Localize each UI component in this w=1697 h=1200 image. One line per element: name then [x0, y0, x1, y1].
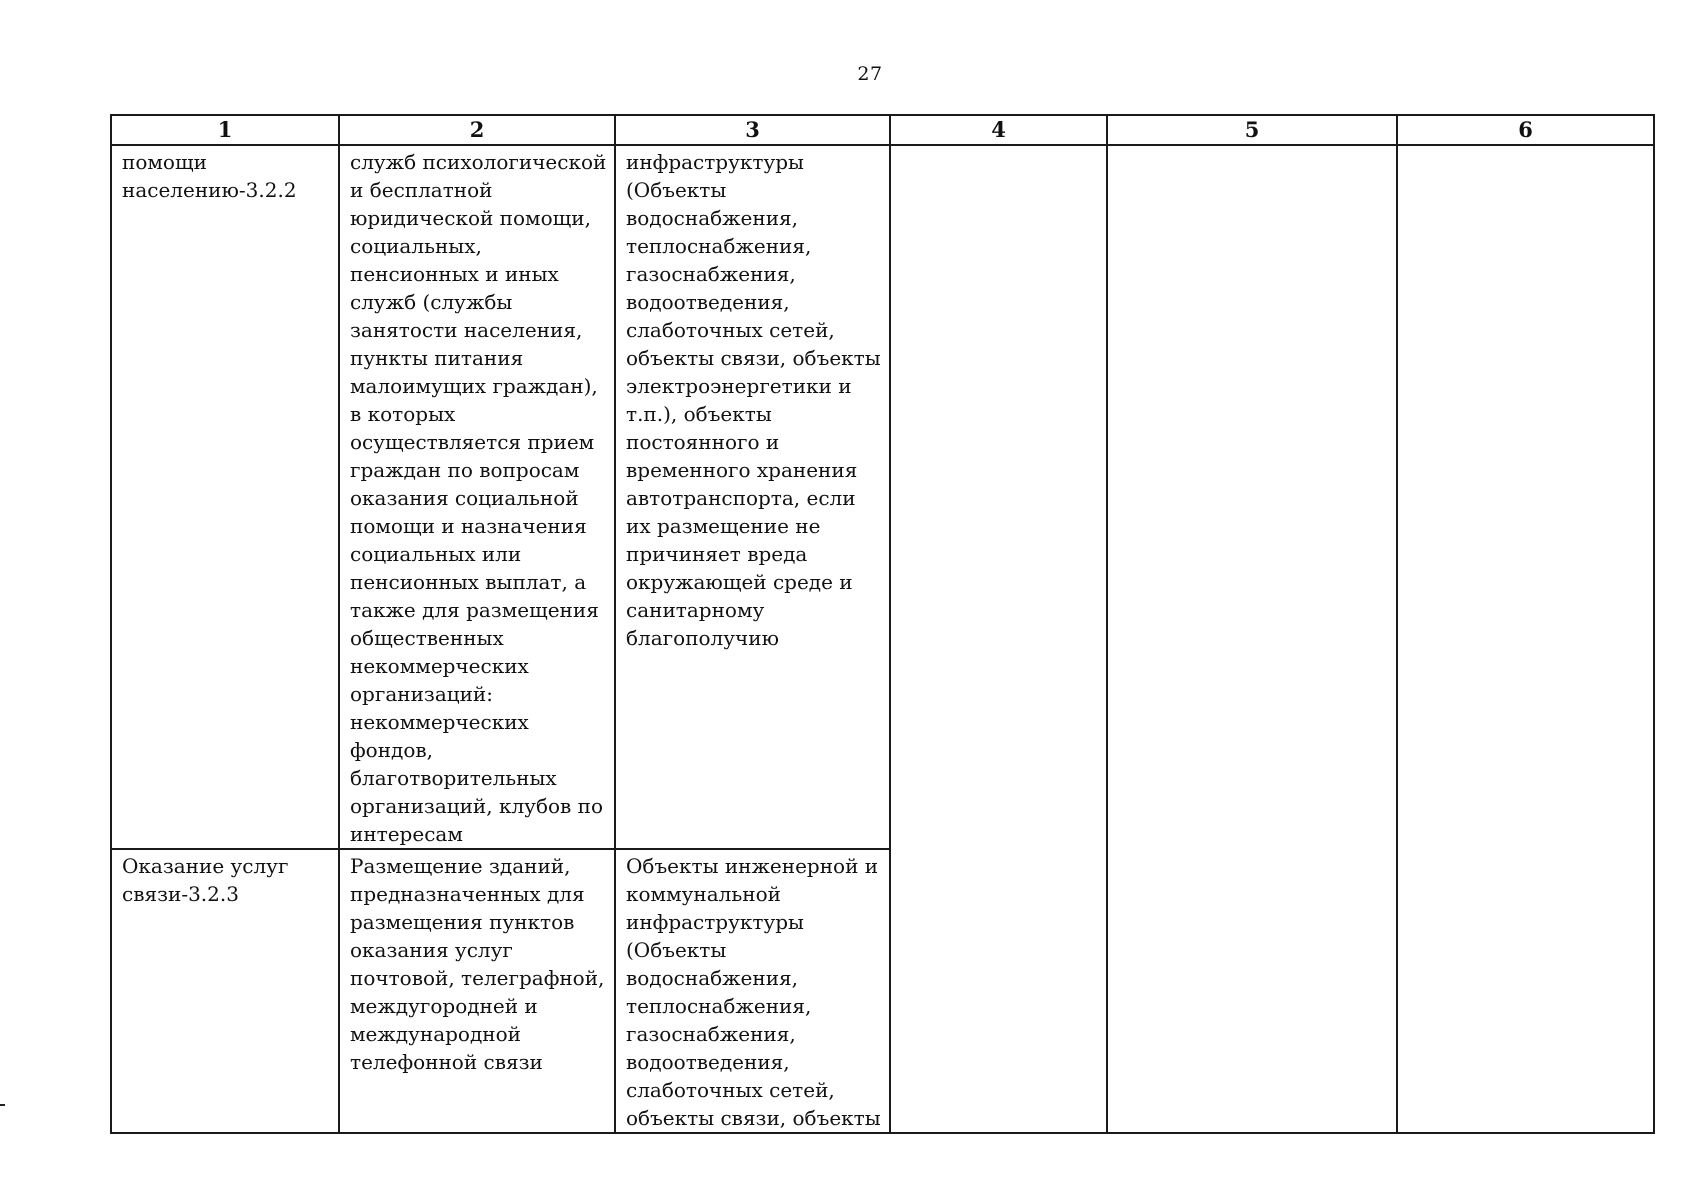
row2-col3-text: Объекты инженерной и коммунальной инфраструктуры (Объекты водоснабжения, теплоснабжения, газоснабжения, водоотведения, слаботочных сетей, объекты связи, объекты [626, 854, 881, 1130]
row2-col2-text: Размещение зданий, предназначенных для размещения пунктов оказания услуг почтовой, телеграфной, междугородней и международной телефонной связи [350, 854, 605, 1074]
row2-col3-cell [615, 849, 890, 1133]
col4-cell [890, 145, 1107, 1133]
row1-col3-text: инфраструктуры (Объекты водоснабжения, теплоснабжения, газоснабжения, водоотведения, слаботочных сетей, объекты связи, объекты электроэнергетики и т.п.), объекты постоянного и временного хранения автотранспорта, если их размещение не причиняет вреда окружающей среде и санитарному благополучию [626, 150, 881, 650]
row2-col1-text: Оказание услуг связи-3.2.3 [122, 854, 289, 906]
row1-col1-text: помощи населению-3.2.2 [122, 150, 297, 202]
table-header-row [111, 115, 1654, 145]
table-row [111, 145, 1654, 849]
row1-col2-text: служб психологической и бесплатной юридической помощи, социальных, пенсионных и иных служб (службы занятости населения, пункты питания малоимущих граждан), в которых осуществляется прием граждан по вопросам оказания социальной помощи и назначения социальных или пенсионных выплат, а также для размещения общественных некоммерческих организаций: некоммерческих фондов, благотворительных организаций, клубов по интересам [350, 150, 607, 846]
header-col-4: 4 [890, 115, 1107, 145]
header-col-3: 3 [615, 115, 890, 145]
row2-col2-cell [339, 849, 615, 1133]
header-col-6: 6 [1397, 115, 1654, 145]
row1-col1-cell [111, 145, 339, 849]
header-col-1: 1 [111, 115, 339, 145]
col6-cell [1397, 145, 1654, 1133]
row2-col1-cell [111, 849, 339, 1133]
row1-col3-cell [615, 145, 890, 849]
scan-edge-mark [0, 1104, 5, 1106]
page-number: 27 [857, 63, 883, 85]
document-table [110, 114, 1655, 1134]
header-col-5: 5 [1107, 115, 1397, 145]
header-col-2: 2 [339, 115, 615, 145]
col5-cell [1107, 145, 1397, 1133]
row1-col2-cell [339, 145, 615, 849]
